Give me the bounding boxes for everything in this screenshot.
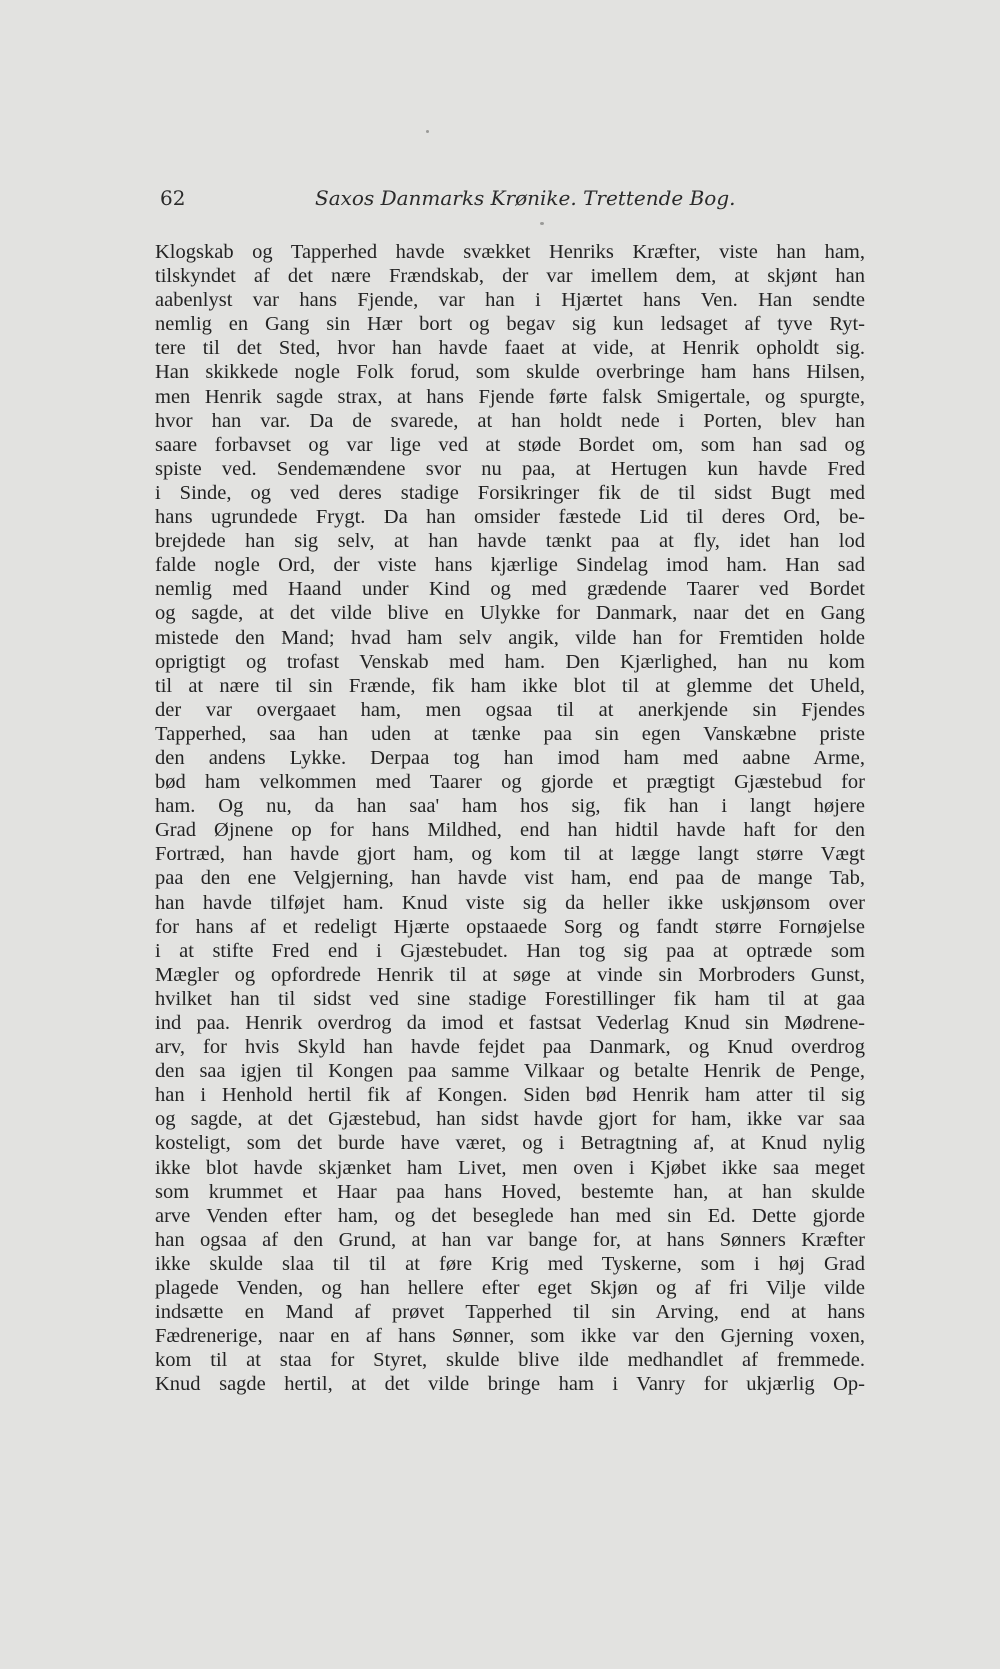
text-line: hvilket han til sidst ved sine stadige Forestillinger fik ham til at gaa	[155, 987, 865, 1010]
text-line: plagede Venden, og han hellere efter eget Skjøn og af fri Vilje vilde	[155, 1277, 865, 1300]
text-line: spiste ved. Sendemændene svor nu paa, at Hertugen kun havde Fred	[155, 457, 865, 480]
text-line: arv, for hvis Skyld han havde fejdet paa Danmark, og Knud overdrog	[155, 1036, 865, 1059]
text-line: nemlig med Haand under Kind og med grædende Taarer ved Bordet	[155, 578, 865, 601]
text-line: ikke skulde slaa til til at føre Krig med Tyskerne, som i høj Grad	[155, 1252, 865, 1275]
text-line: mistede den Mand; hvad ham selv angik, vilde han for Fremtiden holde	[155, 626, 865, 649]
text-line: Knud sagde hertil, at det vilde bringe ham i Vanry for ukjærlig Op-	[155, 1373, 865, 1396]
text-line: for hans af et redeligt Hjærte opstaaede Sorg og fandt større Fornøjelse	[155, 915, 865, 938]
text-line: ind paa. Henrik overdrog da imod et fastsat Vederlag Knud sin Mødrene-	[155, 1012, 865, 1034]
text-line: han i Henhold hertil fik af Kongen. Siden bød Henrik ham atter til sig	[155, 1084, 865, 1107]
text-line: aabenlyst var hans Fjende, var han i Hjærtet hans Ven. Han sendte	[155, 289, 865, 312]
text-line: falde nogle Ord, der viste hans kjærlige Sindelag imod ham. Han sad	[155, 554, 865, 577]
body-text	[155, 240, 865, 1397]
text-line: til at nære til sin Frænde, fik ham ikke blot til at glemme det Uheld,	[155, 674, 865, 697]
text-line: nemlig en Gang sin Hær bort og begav sig kun ledsaget af tyve Ryt-	[155, 313, 865, 336]
text-line: han havde tilføjet ham. Knud viste sig da heller ikke uskjønsom over	[155, 891, 865, 914]
text-line: ham. Og nu, da han saa' ham hos sig, fik han i langt højere	[155, 795, 865, 818]
text-line: hvor han var. Da de svarede, at han holdt nede i Porten, blev han	[155, 409, 865, 432]
text-line: saare forbavset og var lige ved at støde Bordet om, som han sad og	[155, 433, 865, 456]
text-line: tilskyndet af det nære Frændskab, der var imellem dem, at skjønt han	[155, 265, 865, 288]
page-header	[160, 186, 860, 214]
text-line: indsætte en Mand af prøvet Tapperhed til sin Arving, end at hans	[155, 1301, 865, 1324]
text-line: Han skikkede nogle Folk forud, som skulde overbringe ham hans Hilsen,	[155, 361, 865, 384]
paper-speck	[540, 222, 544, 225]
text-line: arve Venden efter ham, og det beseglede han med sin Ed. Dette gjorde	[155, 1204, 865, 1227]
text-line: ikke blot havde skjænket ham Livet, men oven i Kjøbet ikke saa meget	[155, 1156, 865, 1179]
text-line: tere til det Sted, hvor han havde faaet at vide, at Henrik opholdt sig.	[155, 337, 865, 360]
text-line: kom til at staa for Styret, skulde blive ilde medhandlet af fremmede.	[155, 1349, 865, 1372]
text-line: den saa igjen til Kongen paa samme Vilkaar og betalte Henrik de Penge,	[155, 1060, 865, 1083]
text-line: brejdede han sig selv, at han havde tænkt paa at fly, idet han lod	[155, 530, 865, 553]
text-line: der var overgaaet ham, men ogsaa til at anerkjende sin Fjendes	[155, 698, 865, 721]
text-line: kosteligt, som det burde have været, og i Betragtning af, at Knud nylig	[155, 1132, 865, 1155]
running-title: Saxos Danmarks Krønike. Trettende Bog.	[315, 186, 736, 210]
text-line: Fædrenerige, naar en af hans Sønner, som ikke var den Gjerning voxen,	[155, 1325, 865, 1348]
text-line: Fortræd, han havde gjort ham, og kom til at lægge langt større Vægt	[155, 843, 865, 866]
text-line: Tapperhed, saa han uden at tænke paa sin egen Vanskæbne priste	[155, 722, 865, 745]
text-line: Klogskab og Tapperhed havde svækket Henriks Kræfter, viste han ham,	[155, 241, 865, 263]
text-line: hans ugrundede Frygt. Da han omsider fæstede Lid til deres Ord, be-	[155, 506, 865, 529]
text-line: som krummet et Haar paa hans Hoved, bestemte han, at han skulde	[155, 1180, 865, 1203]
text-line: og sagde, at det vilde blive en Ulykke for Danmark, naar det en Gang	[155, 602, 865, 625]
text-line: bød ham velkommen med Taarer og gjorde et prægtigt Gjæstebud for	[155, 771, 865, 794]
text-line: paa den ene Velgjerning, han havde vist ham, end paa de mange Tab,	[155, 867, 865, 890]
paper-speck	[426, 130, 429, 133]
text-line: og sagde, at det Gjæstebud, han sidst havde gjort for ham, ikke var saa	[155, 1108, 865, 1131]
text-line: men Henrik sagde strax, at hans Fjende førte falsk Smigertale, og spurgte,	[155, 385, 865, 408]
page-number: 62	[160, 186, 186, 210]
text-line: Mægler og opfordrede Henrik til at søge at vinde sin Morbroders Gunst,	[155, 963, 865, 986]
text-line: han ogsaa af den Grund, at han var bange for, at hans Sønners Kræfter	[155, 1228, 865, 1251]
text-line: oprigtigt og trofast Venskab med ham. Den Kjærlighed, han nu kom	[155, 650, 865, 673]
text-line: den andens Lykke. Derpaa tog han imod ham med aabne Arme,	[155, 746, 865, 769]
text-line: i at stifte Fred end i Gjæstebudet. Han tog sig paa at optræde som	[155, 939, 865, 962]
text-line: i Sinde, og ved deres stadige Forsikringer fik de til sidst Bugt med	[155, 481, 865, 504]
text-line: Grad Øjnene op for hans Mildhed, end han hidtil havde haft for den	[155, 819, 865, 842]
